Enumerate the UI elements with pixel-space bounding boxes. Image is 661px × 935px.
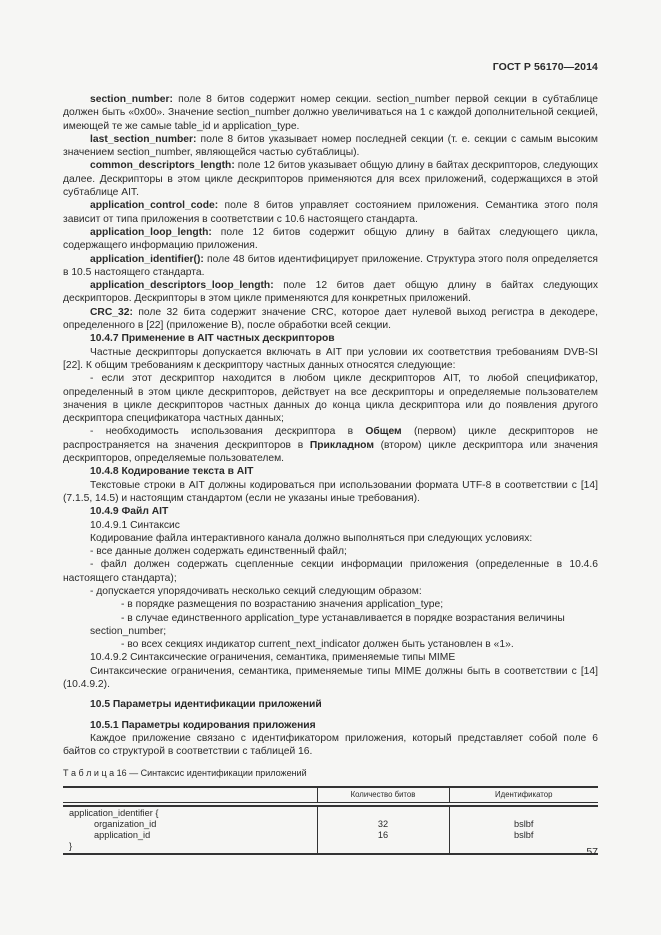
field-common-descriptors-length	[63, 159, 598, 199]
paragraph: Кодирование файла интерактивного канала должно выполняться при следующих условиях:	[90, 532, 533, 544]
page-number: 57	[586, 846, 598, 858]
section-heading-10-5-1: 10.5.1 Параметры кодирования приложения	[90, 719, 316, 731]
header-cell-bits: Количество битов	[317, 787, 449, 803]
field-name: CRC_32:	[90, 306, 133, 318]
syntax-field: application_id	[94, 829, 151, 840]
list-subitem: - во всех секциях индикатор current_next_indicator должен быть установлен в «1».	[121, 639, 514, 651]
field-application-control-code	[63, 199, 598, 226]
field-description: поле 8 битов содержит номер секции. section_number первой секции в субтаблице должен быть «0x00». Значение section_number должно увеличиваться на 1 с каждой дополнительной секцией, имеющей те же самые table_id и application_type.	[63, 94, 598, 132]
text: (втором) цикле дескриптора или значения дескрипторов, определяемые пользователем.	[63, 439, 598, 465]
paragraph: Синтаксические ограничения, семантика, применяемые типы MIME должны быть в соответствии с [14] (10.4.9.2).	[63, 665, 598, 691]
page-content	[63, 93, 598, 855]
syntax-cell	[63, 806, 317, 854]
section-heading-10-4-7: 10.4.7 Применение в AIT частных дескрипторов	[90, 333, 335, 345]
text-bold: Общем	[365, 426, 402, 438]
list-item: - допускается упорядочивать несколько секций следующим образом:	[90, 585, 422, 597]
bits-cell	[317, 806, 449, 854]
caption-label: Т а б л и ц а	[63, 767, 115, 778]
field-crc-32	[63, 306, 598, 333]
syntax-open: application_identifier {	[69, 807, 159, 818]
field-description: поле 8 битов указывает номер последней секции (т. е. секции с самым высоким значением section_number, являющейся частью субтаблицы).	[63, 133, 598, 159]
paragraph: Частные дескрипторы допускается включать в AIT при условии их соответствия требованиям DVB-SI [22]. К общим требованиям к дескриптору частных данных относятся следующие:	[63, 346, 598, 371]
table-header-row	[63, 787, 598, 803]
field-name: application_descriptors_loop_length:	[90, 280, 274, 292]
section-heading-10-4-8: 10.4.8 Кодирование текста в AIT	[90, 466, 254, 478]
bits-value: 32	[377, 818, 389, 829]
identifier-cell	[449, 806, 598, 854]
table-row	[63, 806, 598, 854]
table-caption	[63, 767, 598, 780]
list-subitem: - в случае единственного application_type устанавливается в порядке возрастания величины	[121, 612, 565, 624]
identifier-value: bslbf	[514, 829, 534, 840]
list-item: - файл должен содержать сцепленные секции информации приложения (определенные в 10.4.6 настоящего стандарта);	[63, 559, 598, 584]
field-name: common_descriptors_length:	[90, 160, 235, 172]
field-application-identifier	[63, 253, 598, 280]
text: (первом) цикле дескрипторов не распространяется на значения дескрипторов в	[63, 426, 598, 451]
field-application-descriptors-loop-length	[63, 279, 598, 306]
syntax-table	[63, 786, 598, 855]
document-header: ГОСТ Р 56170—2014	[492, 61, 598, 73]
field-description: поле 48 битов идентифицирует приложение. Структура этого поля определяется в 10.5 настоящего стандарта.	[63, 253, 598, 278]
list-subitem-continuation: section_number;	[90, 625, 167, 637]
field-description: поле 12 битов указывает общую длину в байтах дескрипторов, следующих далее. Дескрипторы в этом цикле дескрипторов применяются для всех приложений, содержащихся в этой субтаблице AIT.	[63, 160, 598, 199]
list-item: - все данные должен содержать единственный файл;	[90, 546, 347, 558]
caption-text: 16 — Синтаксис идентификации приложений	[114, 767, 307, 778]
section-heading-10-5: 10.5 Параметры идентификации приложений	[90, 699, 322, 711]
field-description: поле 12 битов содержит общую длину в байтах следующего цикла, содержащего информацию приложения.	[63, 226, 598, 252]
list-item: - если этот дескриптор находится в любом цикле дескрипторов AIT, то любой спецификатор, определенный в этом цикле дескрипторов, действует на все дескрипторы и определяемые пользователем значения в цикле дескрипторов частных данных до конца цикла дескриптора или до появления другого дескриптора спецификатора частных данных;	[63, 373, 598, 425]
field-name: application_control_code:	[90, 200, 219, 212]
paragraph: Каждое приложение связано с идентификатором приложения, который представляет собой поле 6 байтов со структурой в соответствии с таблицей 16.	[63, 732, 598, 758]
subsection-heading: 10.4.9.1 Синтаксис	[90, 519, 180, 531]
identifier-value: bslbf	[514, 818, 534, 829]
text-bold: Прикладном	[309, 439, 374, 451]
field-last-section-number	[63, 133, 598, 160]
field-section-number	[63, 93, 598, 133]
field-description: поле 12 битов дает общую длину в байтах следующих дескрипторов. Дескрипторы в этом цикле применяются для конкретных приложений.	[63, 280, 598, 305]
field-name: section_number:	[90, 94, 173, 105]
section-heading-10-4-9: 10.4.9 Файл AIT	[90, 506, 169, 518]
text: - необходимость использования дескриптора в	[90, 426, 366, 438]
header-cell-syntax	[63, 787, 317, 803]
field-name: last_section_number:	[90, 133, 197, 145]
paragraph: Текстовые строки в AIT должны кодироваться при использовании формата UTF-8 в соответствии с [14] (7.1.5, 14.5) и настоящим стандартом (если не указаны иные требования).	[63, 479, 598, 504]
field-name: application_identifier():	[90, 253, 204, 265]
header-cell-identifier: Идентификатор	[449, 787, 598, 803]
syntax-close: }	[69, 840, 73, 851]
syntax-field: organization_id	[94, 818, 157, 829]
subsection-heading: 10.4.9.2 Синтаксические ограничения, семантика, применяемые типы MIME	[90, 652, 456, 664]
list-item	[63, 425, 598, 465]
bits-value: 16	[377, 829, 389, 840]
field-description: поле 8 битов управляет состоянием приложения. Семантика этого поля зависит от типа приложения в соответствии с 10.6 настоящего стандарта.	[63, 200, 598, 225]
field-name: application_loop_length:	[90, 226, 212, 238]
field-description: поле 32 бита содержит значение CRC, которое дает нулевой выход регистра в декодере, определенного в [22] (приложение В), после обработки всей секции.	[63, 306, 598, 332]
list-subitem: - в порядке размещения по возрастанию значения application_type;	[121, 599, 444, 611]
field-application-loop-length	[63, 226, 598, 253]
